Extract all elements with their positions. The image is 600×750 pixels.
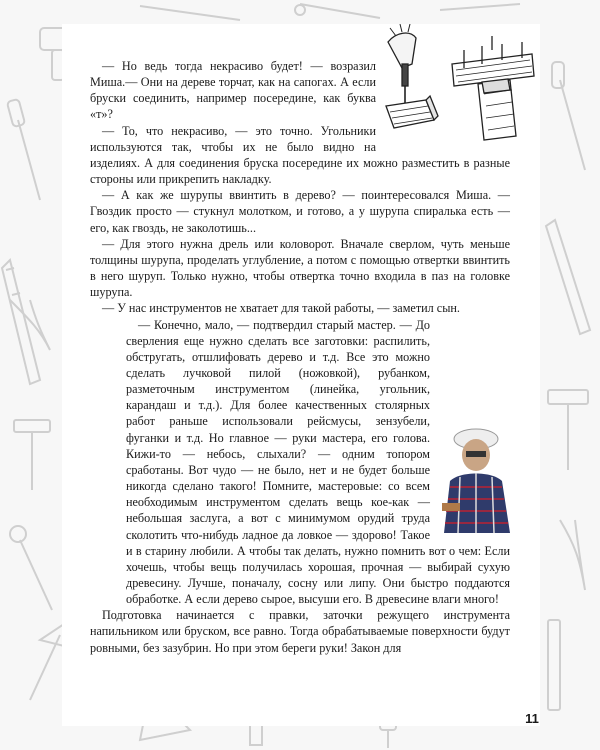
last-paragraph: Подготовка начинается с правки, заточки режущего инструмента напильником или бруском, все равно. Тогда обрабатываемые поверхности будут ровными, без зазубрин. Но при этом береги руки! Закон для [90,608,510,655]
right-hammer-icon [548,390,588,470]
saw-icon [2,260,40,384]
paragraph-1: — Но ведь тогда некрасиво будет! — возразил Миша.— Они на дереве торчат, как на сапогах. А если бруски соединить, например посередине, как буква «т»? [90,59,376,122]
text-column [90,58,510,656]
master-speech-block [90,317,510,608]
right-pliers-icon [560,520,585,590]
paragraph-5: — У нас инструментов не хватает для такой работы, — заметил сын. [102,301,460,316]
screwdriver-icon [7,99,40,200]
right-screwdriver-icon [552,62,585,170]
hammer-icon [14,420,50,490]
master-photo [436,425,520,533]
top-tools-icon [140,4,520,20]
right-saw-icon [546,220,590,334]
wrench-icon [10,526,52,610]
master-speech: — Конечно, мало, — подтвердил старый мастер. — До сверления еще нужно сделать все заготовки: распилить, обстругать, отшлифовать дерево и т.д. Все это можно сделать лучковой пилой (ножовкой), рубанком, разметочным инструментом (линейка, угольник, карандаш и т.д.). Для более качественных столярных работ раньше использовали рейсмусы, зензубели, фуганки и т.д. Но главное — руки мастера, его голова. Кижи-то — небось, слыхали? — одним топором сработаны. Вот чудо — не было, нет и не будет больше никогда сделано такого! Помните, мастеровые: со всем необходимым инструментом сделать вещь кое-как — небольшая заслуга, а вот с минимумом орудий труда сколотить что-нибудь ладное да ловкое — здорово! Такое и в старину любили. А чтобы так делать, нужно помнить вот о чем: Если хочешь, чтобы вещь получилась хорошая, прочная — выбирай сухую древесину. Лучше, поначалу, сосну или липу. Они быстро поддаются обработке. А если дерево сырое, высуши его. В древесине влаги много! [126,317,510,607]
screwdriver-illustration [382,24,536,144]
paragraph-3: — А как же шурупы ввинтить в дерево? — поинтересовался Миша. — Гвоздик просто — стукнул молотком, и готово, а у шурупа спиралька есть — его, как гвоздь, не заколотишь... [90,188,510,235]
right-level-icon [548,620,560,710]
paragraph-2: — То, что некрасиво, — это точно. Угольники используются так, чтобы их не было видно на изделиях. А для соединения бруска посередине их можно разместить в разные стороны или прикрепить накладку. [90,123,510,187]
paragraph-4: — Для этого нужна дрель или коловорот. Вначале сверлом, чуть меньше толщины шурупа, проделать углубление, а потом с помощью отвертки ввинтить в него шуруп. Только нужно, чтобы отвертка точно входила в паз на головке шурупа. [90,236,510,300]
page-number: 11 [525,711,539,726]
